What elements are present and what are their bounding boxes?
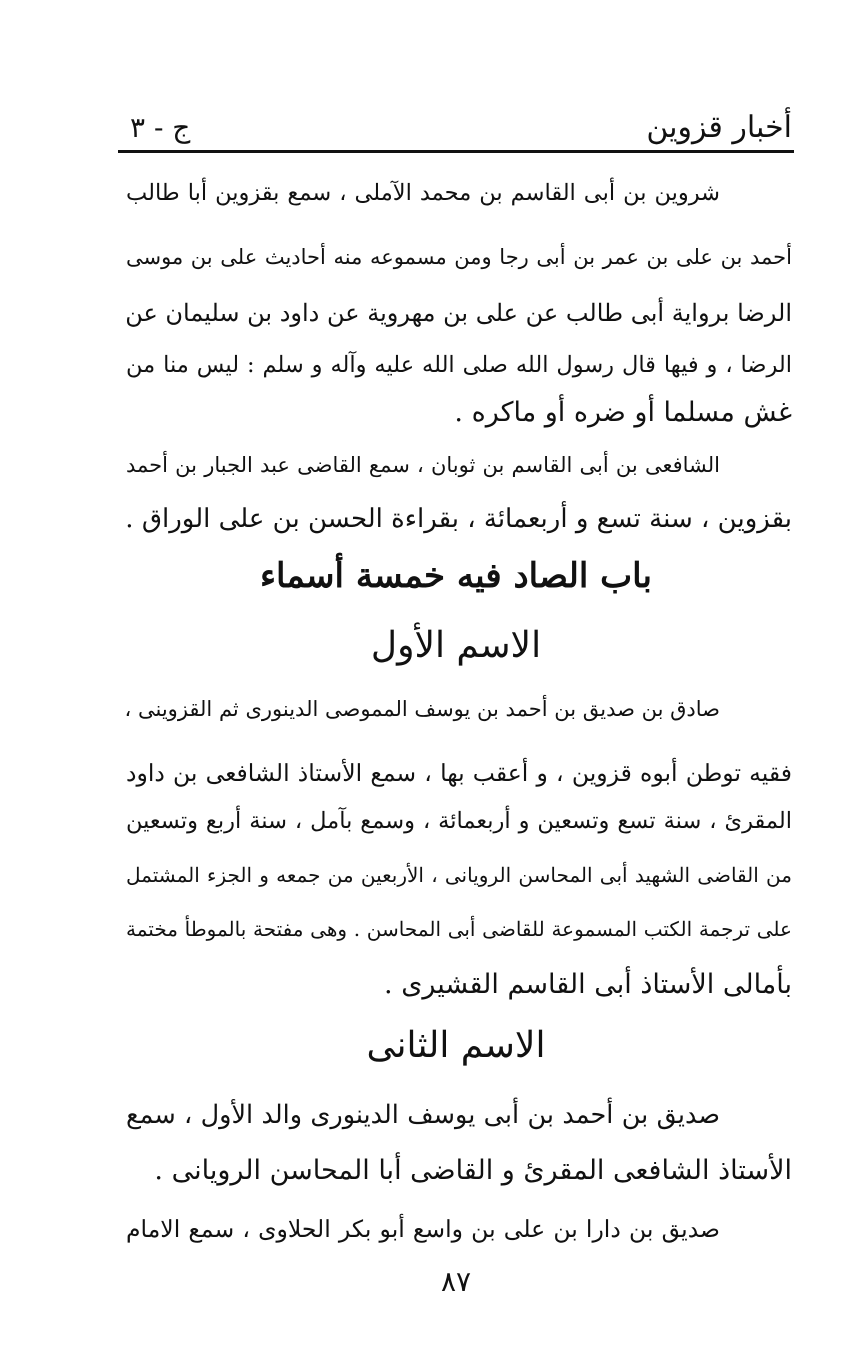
section2-line-1: صديق بن أحمد بن أبى يوسف الدينورى والد الأول ، سمع [126,1100,720,1130]
header-volume: ج - ٣ [130,111,191,144]
entry2-line-2: بقزوين ، سنة تسع و أربعمائة ، بقراءة الحسن بن على الوراق . [125,504,792,534]
section1-line-6: بأمالى الأستاذ أبى القاسم القشيرى . [384,969,792,1000]
entry1-line-1: شروين بن أبى القاسم بن محمد الآملى ، سمع بقزوين أبا طالب [126,180,720,206]
entry1-line-2: أحمد بن على بن عمر بن أبى رجا ومن مسموعه منه أحاديث على بن موسى [126,245,792,269]
page-number: ٨٧ [440,1265,472,1298]
section1-line-1: صادق بن صديق بن أحمد بن يوسف المموصى الدينورى ثم القزوينى ، [124,697,720,721]
entry1-line-4: الرضا ، و فيها قال رسول الله صلى الله عليه وآله و سلم : ليس منا من [126,352,792,378]
entry2-line-1: الشافعى بن أبى القاسم بن ثوبان ، سمع القاضى عبد الجبار بن أحمد [126,453,720,477]
section1-heading: الاسم الأول [370,625,542,666]
section1-line-2: فقيه توطن أبوه قزوين ، و أعقب بها ، سمع الأستاذ الشافعى بن داود [126,759,792,787]
section1-line-3: المقرئ ، سنة تسع وتسعين و أربعمائة ، وسمع بآمل ، سنة أربع وتسعين [126,808,792,834]
entry1-line-5: غش مسلما أو ضره أو ماكره . [454,397,792,428]
chapter-heading: باب الصاد فيه خمسة أسماء [260,556,652,596]
section1-line-4: من القاضى الشهيد أبى المحاسن الرويانى ، الأربعين من جمعه و الجزء المشتمل [126,863,792,887]
running-header [120,108,792,148]
header-title: أخبار قزوين [646,110,792,145]
section1-line-5: على ترجمة الكتب المسموعة للقاضى أبى المحاسن . وهى مفتحة بالموطأ مختمة [126,917,792,941]
header-rule [118,150,794,153]
section2-heading: الاسم الثانى [366,1025,546,1066]
entry1-line-3: الرضا برواية أبى طالب عن على بن مهروية عن داود بن سليمان عن [125,299,792,327]
section2-line-2: الأستاذ الشافعى المقرئ و القاضى أبا المحاسن الرويانى . [154,1155,792,1186]
section2-line-3: صديق بن دارا بن على بن واسع أبو بكر الحلاوى ، سمع الامام [126,1215,720,1243]
